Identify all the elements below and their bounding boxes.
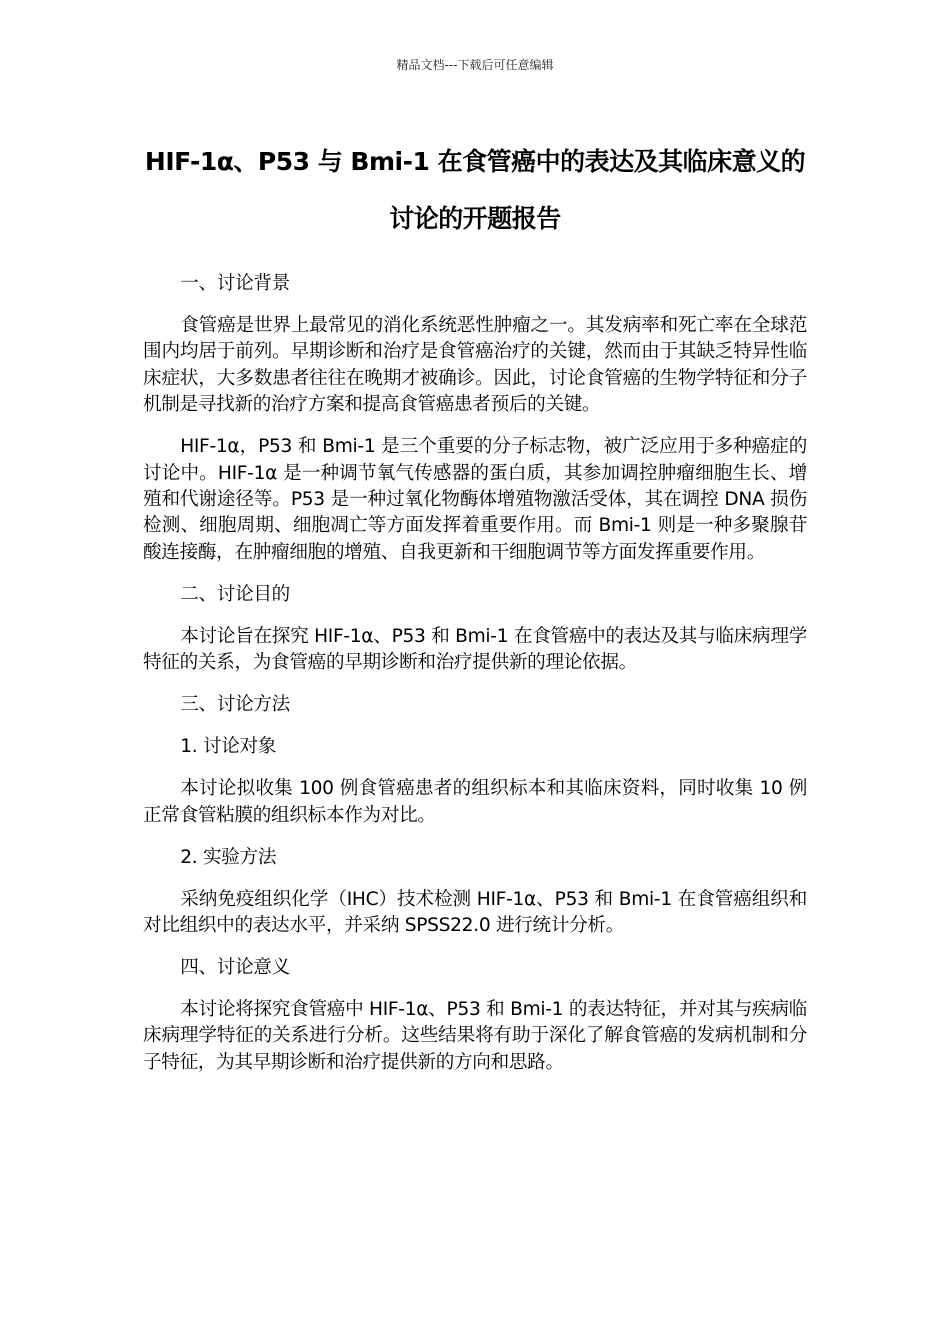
paragraph-background-1: 食管癌是世界上最常见的消化系统恶性肿瘤之一。其发病率和死亡率在全球范围内均居于前列。早期诊断和治疗是食管癌治疗的关键，然而由于其缺乏特异性临床症状，大多数患者往往在晚期才被确诊。因此，讨论食管癌的生物学特征和分子机制是寻找新的治疗方案和提高食管癌患者预后的关键。 — [143, 315, 807, 416]
subheading-subjects: 1. 讨论对象 — [180, 736, 277, 758]
section-heading-background: 一、讨论背景 — [180, 273, 290, 294]
paragraph-background-2: HIF-1α，P53 和 Bmi-1 是三个重要的分子标志物，被广泛应用于多种癌症的讨论中。HIF-1α 是一种调节氧气传感器的蛋白质，其参加调控肿瘤细胞生长、增殖和代谢途径等。P53 是一种过氧化物酶体增殖物激活受体，其在调控 DNA 损伤检测、细胞周期、细胞凋亡等方面发挥着重要作用。而 Bmi-1 则是一种多聚腺苷酸连接酶，在肿瘤细胞的增殖、自我更新和干细胞调节等方面发挥重要作用。 — [143, 436, 807, 563]
subheading-experiment-methods: 2. 实验方法 — [180, 846, 277, 868]
paragraph-significance: 本讨论将探究食管癌中 HIF-1α、P53 和 Bmi-1 的表达特征，并对其与疾病临床病理学特征的关系进行分析。这些结果将有助于深化了解食管癌的发病机制和分子特征，为其早期诊断和治疗提供新的方向和思路。 — [143, 999, 807, 1073]
section-heading-purpose: 二、讨论目的 — [180, 583, 290, 605]
document-body — [143, 271, 807, 1092]
page-header: 精品文档---下载后可任意编辑 — [396, 58, 554, 72]
paragraph-experiment-methods: 采纳免疫组织化学（IHC）技术检测 HIF-1α、P53 和 Bmi-1 在食管癌组织和对比组织中的表达水平，并采纳 SPSS22.0 进行统计分析。 — [143, 888, 807, 937]
section-heading-methods: 三、讨论方法 — [180, 694, 290, 716]
paragraph-purpose: 本讨论旨在探究 HIF-1α、P53 和 Bmi-1 在食管癌中的表达及其与临床病理学特征的关系，为食管癌的早期诊断和治疗提供新的理论依据。 — [143, 625, 807, 674]
section-heading-significance: 四、讨论意义 — [180, 957, 290, 979]
paragraph-subjects: 本讨论拟收集 100 例食管癌患者的组织标本和其临床资料，同时收集 10 例正常食管粘膜的组织标本作为对比。 — [143, 778, 807, 826]
document-title: HIF-1α、P53 与 Bmi-1 在食管癌中的表达及其临床意义的讨论的开题报告 — [144, 147, 806, 233]
